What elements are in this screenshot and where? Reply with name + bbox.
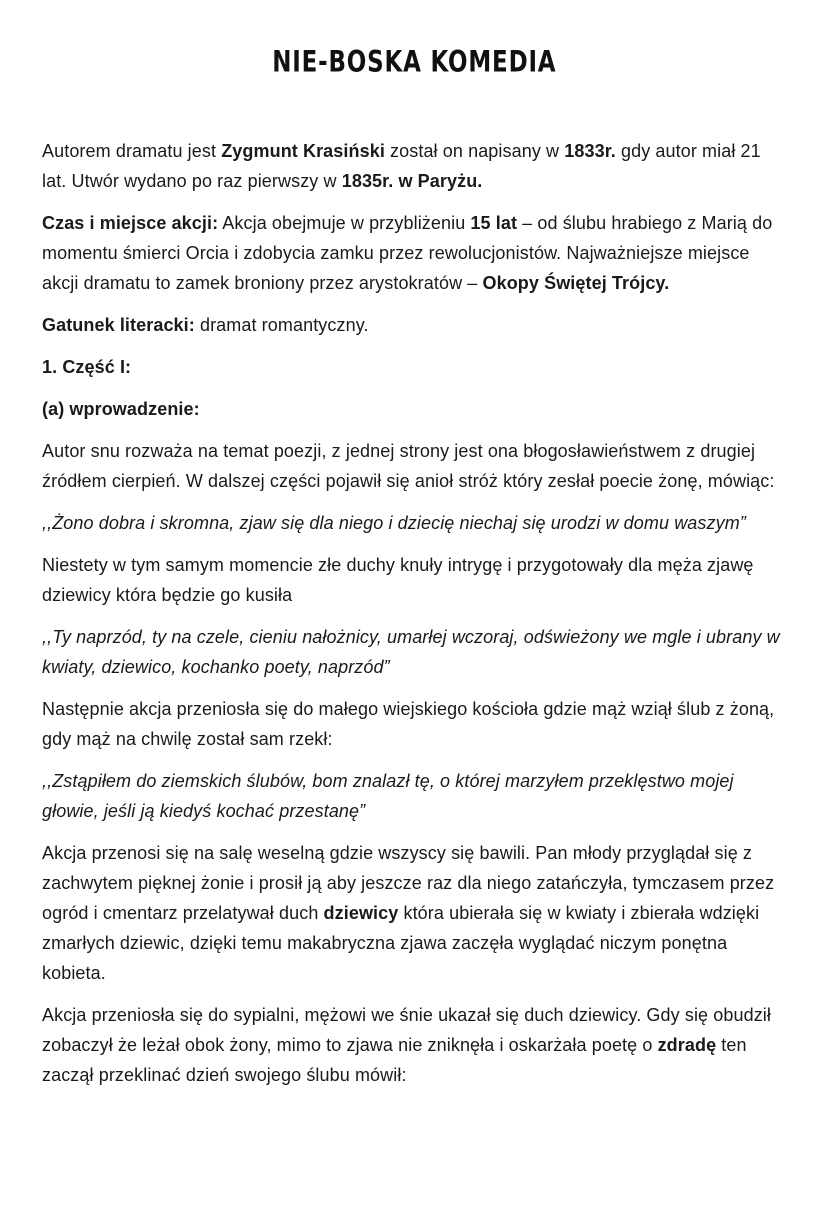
paragraph-author: Autorem dramatu jest Zygmunt Krasiński został on napisany w 1833r. gdy autor miał 21 lat. Utwór wydano po raz pierwszy w 1835r. w Paryżu.	[42, 141, 761, 191]
quote-maiden: ,,Ty naprzód, ty na czele, cieniu nałożnicy, umarłej wczoraj, odświeżony we mgle i ubrany w kwiaty, dziewico, kochanko poety, naprzód”	[42, 627, 780, 677]
heading-part-1: 1. Część I:	[42, 357, 132, 377]
quote-curse: ,,Zstąpiłem do ziemskich ślubów, bom znalazł tę, o której marzyłem przeklęstwo mojej głowie, jeśli ją kiedyś kochać przestanę”	[42, 771, 734, 821]
paragraph-genre: Gatunek literacki: dramat romantyczny.	[42, 315, 369, 335]
quote-angel: ,,Żono dobra i skromna, zjaw się dla niego i dziecię niechaj się urodzi w domu waszym”	[42, 513, 746, 533]
page-title: NIE-BOSKA KOMEDIA	[271, 44, 557, 79]
document-body	[42, 136, 788, 1090]
paragraph-wedding-hall: Akcja przenosi się na salę weselną gdzie wszyscy się bawili. Pan młody przyglądał się z zachwytem pięknej żonie i prosił ją aby jeszcze raz dla niego zatańczyła, tymczasem przez ogród i cmentarz przelatywał duch dziewicy która ubierała się w kwiaty i zbierała wdzięki zmarłych dziewic, dzięki temu makabryczna zjawa zaczęła wyglądać niczym ponętna kobieta.	[42, 843, 775, 983]
title-container	[0, 0, 828, 78]
paragraph-evil-spirits: Niestety w tym samym momencie złe duchy knuły intrygę i przygotowały dla męża zjawę dziewicy która będzie go kusiła	[42, 555, 754, 605]
paragraph-time-place: Czas i miejsce akcji: Akcja obejmuje w przybliżeniu 15 lat – od ślubu hrabiego z Marią do momentu śmierci Orcia i zdobycia zamku przez rewolucjonistów. Najważniejsze miejsce akcji dramatu to zamek broniony przez arystokratów – Okopy Świętej Trójcy.	[42, 213, 773, 293]
heading-introduction: (a) wprowadzenie:	[42, 399, 200, 419]
paragraph-poetry-intro: Autor snu rozważa na temat poezji, z jednej strony jest ona błogosławieństwem z drugiej źródłem cierpień. W dalszej części pojawił się anioł stróż który zesłał poecie żonę, mówiąc:	[42, 441, 775, 491]
paragraph-church-wedding: Następnie akcja przeniosła się do małego wiejskiego kościoła gdzie mąż wziął ślub z żoną, gdy mąż na chwilę został sam rzekł:	[42, 699, 775, 749]
paragraph-bedroom: Akcja przeniosła się do sypialni, mężowi we śnie ukazał się duch dziewicy. Gdy się obudził zobaczył że leżał obok żony, mimo to zjawa nie zniknęła i oskarżała poetę o zdradę ten zaczął przeklinać dzień swojego ślubu mówił:	[42, 1005, 771, 1085]
